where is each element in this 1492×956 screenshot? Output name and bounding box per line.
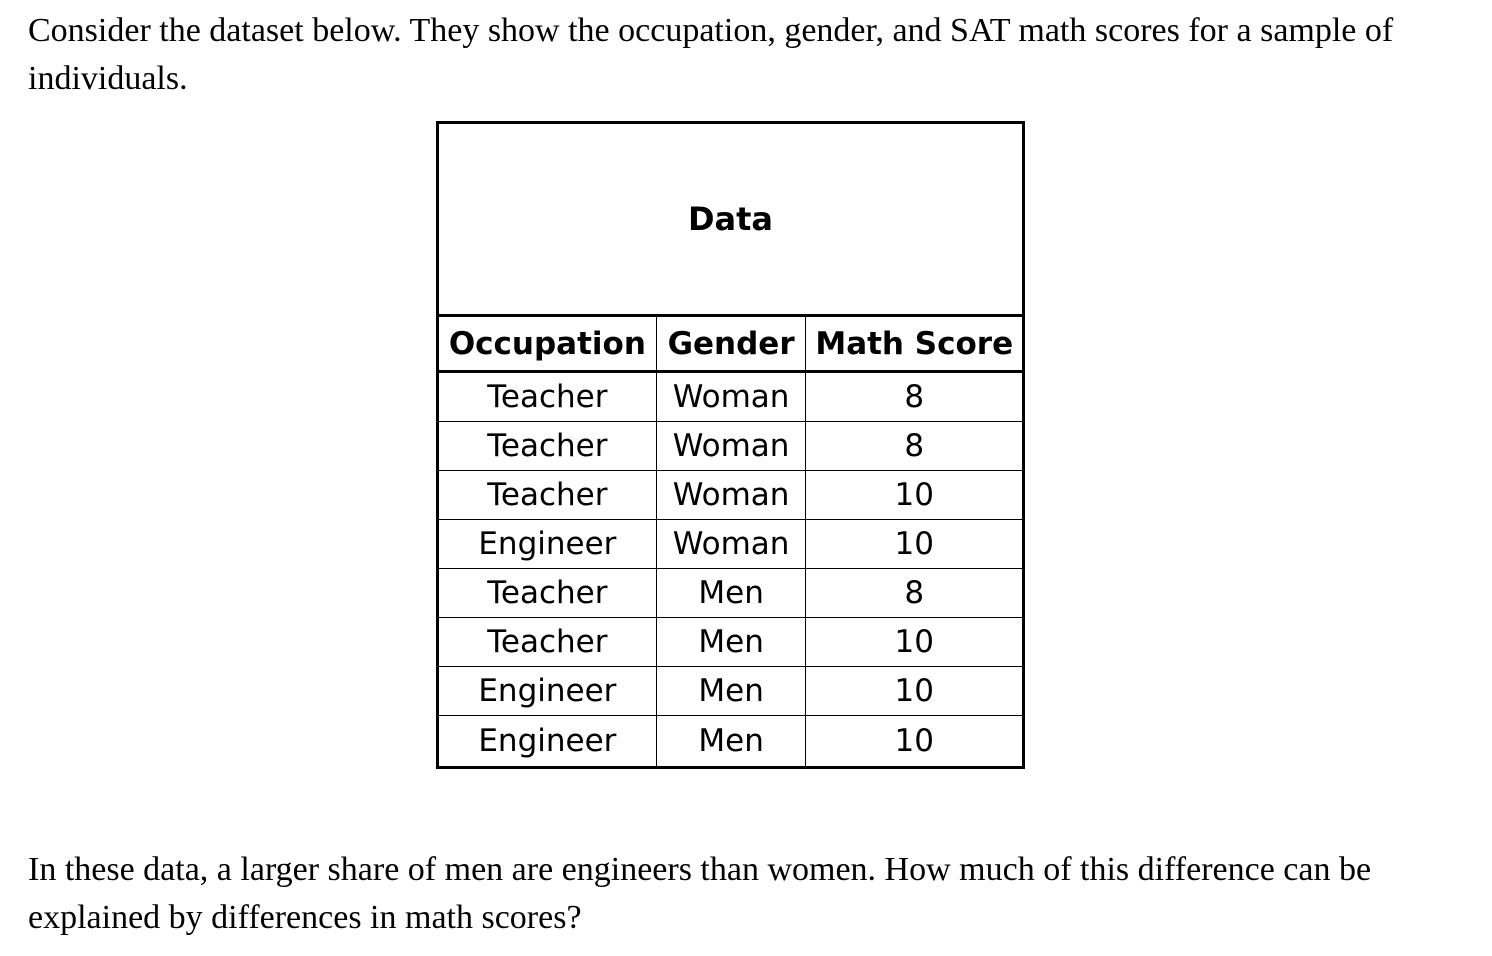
table-header-row	[438, 316, 1024, 372]
gender-cell: Men	[656, 569, 806, 618]
occupation-cell: Teacher	[438, 422, 657, 471]
table-row	[438, 667, 1024, 716]
intro-paragraph: Consider the dataset below. They show the occupation, gender, and SAT math scores for a sample of individuals.	[28, 12, 1394, 97]
occupation-cell: Engineer	[438, 520, 657, 569]
occupation-cell: Teacher	[438, 618, 657, 667]
question-paragraph: In these data, a larger share of men are engineers than women. How much of this difference can be explained by differences in math scores?	[28, 851, 1372, 936]
column-header-occupation: Occupation	[438, 316, 657, 372]
occupation-cell: Teacher	[438, 569, 657, 618]
table-row	[438, 471, 1024, 520]
math-score-cell: 8	[806, 569, 1024, 618]
column-header-math-score: Math Score	[806, 316, 1024, 372]
gender-cell: Woman	[656, 520, 806, 569]
math-score-cell: 10	[806, 667, 1024, 716]
table-title-row	[438, 123, 1024, 316]
occupation-cell: Teacher	[438, 471, 657, 520]
math-score-cell: 8	[806, 422, 1024, 471]
table-row	[438, 716, 1024, 768]
table-row	[438, 618, 1024, 667]
math-score-cell: 8	[806, 372, 1024, 422]
gender-cell: Men	[656, 667, 806, 716]
table-row	[438, 569, 1024, 618]
column-header-gender: Gender	[656, 316, 806, 372]
table-row	[438, 372, 1024, 422]
table-row	[438, 422, 1024, 471]
math-score-cell: 10	[806, 716, 1024, 768]
gender-cell: Woman	[656, 372, 806, 422]
math-score-cell: 10	[806, 520, 1024, 569]
table-row	[438, 520, 1024, 569]
gender-cell: Men	[656, 716, 806, 768]
occupation-cell: Engineer	[438, 716, 657, 768]
occupation-cell: Engineer	[438, 667, 657, 716]
gender-cell: Woman	[656, 422, 806, 471]
gender-cell: Woman	[656, 471, 806, 520]
occupation-cell: Teacher	[438, 372, 657, 422]
data-table	[436, 121, 1025, 769]
math-score-cell: 10	[806, 618, 1024, 667]
math-score-cell: 10	[806, 471, 1024, 520]
gender-cell: Men	[656, 618, 806, 667]
table-title: Data	[438, 123, 1024, 316]
